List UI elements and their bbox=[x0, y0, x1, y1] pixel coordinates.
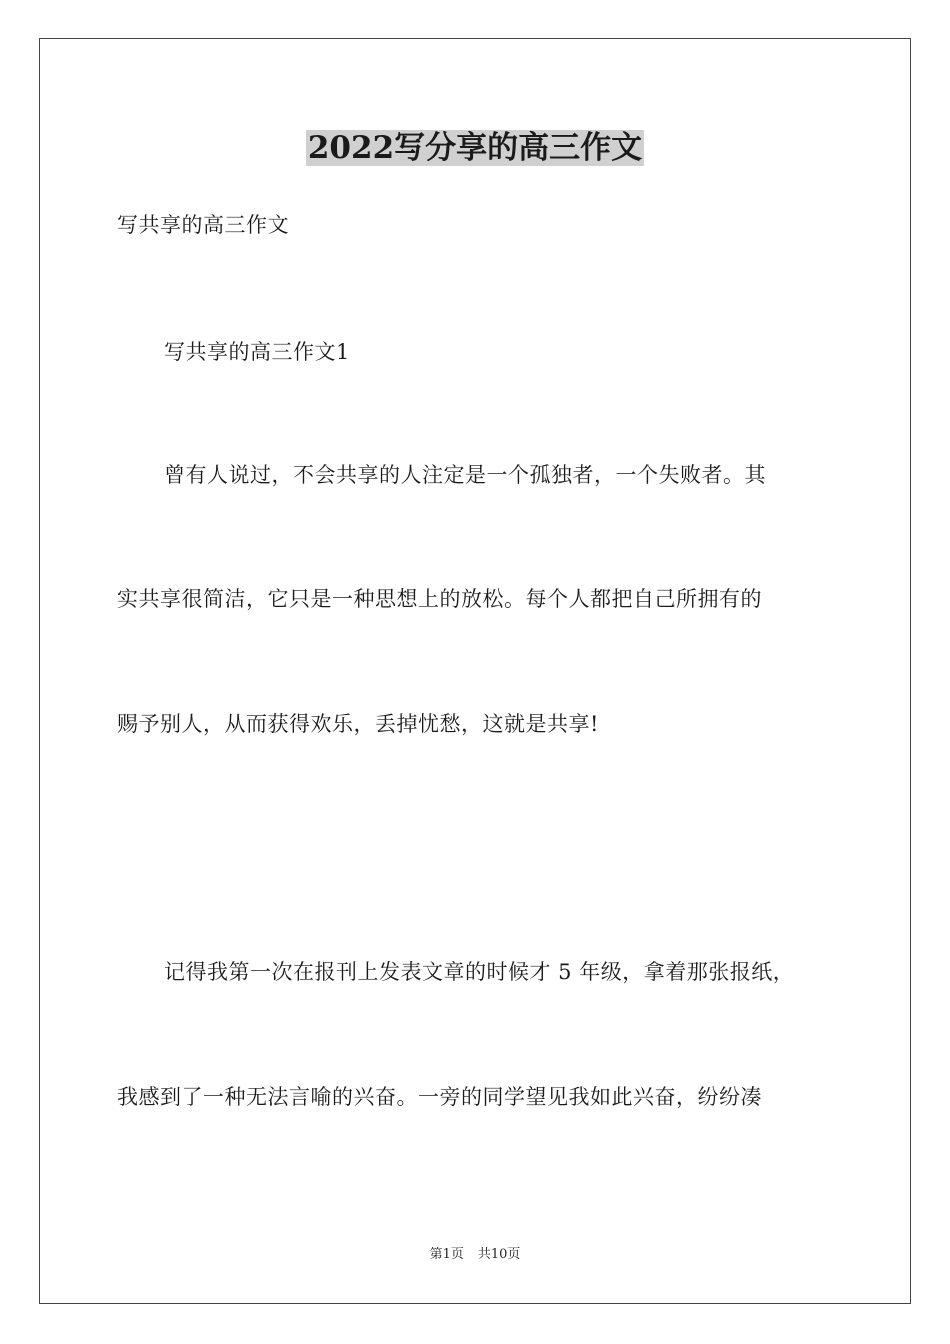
section-heading: 写共享的高三作文1 bbox=[164, 340, 350, 364]
document-title-text: 2022写分享的高三作文 bbox=[307, 130, 643, 166]
paragraph-line: 赐予别人，从而获得欢乐，丢掉忧愁，这就是共享! bbox=[117, 712, 599, 736]
paragraph-line: 实共享很简洁，它只是一种思想上的放松。每个人都把自己所拥有的 bbox=[117, 587, 762, 611]
page-number-current: 第1页 bbox=[429, 1247, 464, 1262]
paragraph-line: 记得我第一次在报刊上发表文章的时候才 5 年级，拿着那张报纸， bbox=[164, 960, 795, 984]
document-subtitle: 写共享的高三作文 bbox=[117, 213, 289, 237]
paragraph-line: 曾有人说过，不会共享的人注定是一个孤独者，一个失败者。其 bbox=[164, 463, 766, 487]
paragraph-line: 我感到了一种无法言喻的兴奋。一旁的同学望见我如此兴奋，纷纷凑 bbox=[117, 1085, 762, 1109]
page-footer bbox=[0, 1246, 950, 1264]
document-title bbox=[0, 128, 950, 168]
page-number-total: 共10页 bbox=[477, 1247, 521, 1262]
